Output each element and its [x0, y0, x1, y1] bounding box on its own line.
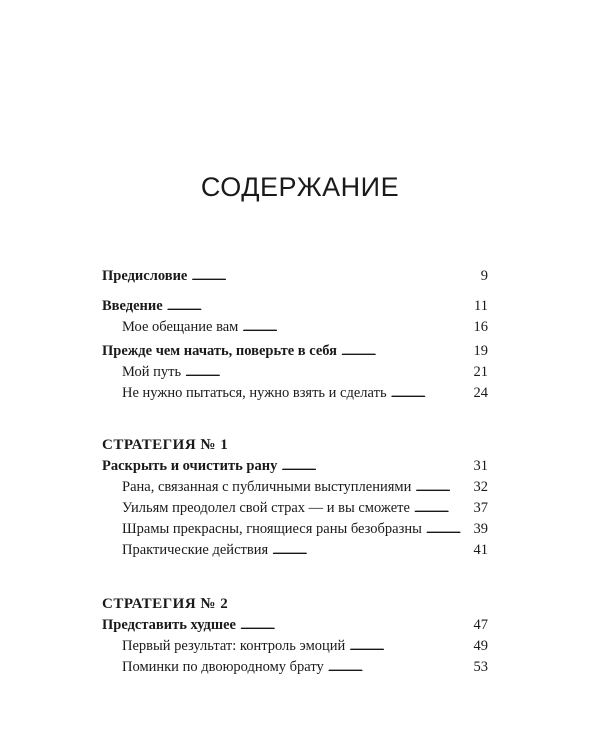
dot-leader: [341, 343, 469, 360]
toc-entry-page: 31: [473, 458, 488, 474]
toc-entry: [102, 298, 488, 319]
toc-group-introduction: [102, 298, 488, 340]
dot-leader: [240, 617, 470, 634]
toc-entry-label: Введение: [102, 298, 163, 314]
toc-entry-label: Раскрыть и очистить рану: [102, 458, 278, 474]
toc-entry: [102, 617, 488, 638]
toc-subentry: [102, 319, 488, 340]
toc-entry: [102, 343, 488, 364]
dot-leader: [349, 638, 469, 655]
toc-entry: [102, 458, 488, 479]
toc-entry-page: 37: [473, 500, 488, 516]
toc-subentry: [102, 500, 488, 521]
dot-leader: [242, 319, 469, 336]
toc-entry-page: 11: [474, 298, 488, 314]
toc-entry-page: 47: [473, 617, 488, 633]
toc-subentry: [102, 521, 488, 542]
toc-group-strategy-2: [102, 617, 488, 680]
dot-leader: [391, 385, 470, 402]
strategy-1-heading: СТРАТЕГИЯ № 1: [102, 437, 229, 453]
toc-entry-label: Уильям преодолел свой страх — и вы сможете: [122, 500, 410, 516]
toc-subentry: [102, 385, 488, 406]
toc-entry-label: Рана, связанная с публичными выступлениями: [122, 479, 412, 495]
toc-entry-label: Шрамы прекрасны, гноящиеся раны безобразны: [122, 521, 422, 537]
toc-entry-page: 9: [480, 268, 488, 284]
toc-entry-page: 24: [473, 385, 488, 401]
toc-entry-page: 16: [473, 319, 488, 335]
toc-group-believe: [102, 343, 488, 406]
toc-subentry: [102, 479, 488, 500]
toc-entry-page: 41: [473, 542, 488, 558]
toc-group-strategy-1: [102, 458, 488, 563]
dot-leader: [272, 542, 469, 559]
toc-subentry: [102, 638, 488, 659]
toc-subentry: [102, 659, 488, 680]
dot-leader: [185, 364, 469, 381]
toc-entry-page: 53: [473, 659, 488, 675]
dot-leader: [328, 659, 470, 676]
toc-entry-page: 32: [473, 479, 488, 495]
toc-entry-label: Не нужно пытаться, нужно взять и сделать: [122, 385, 387, 401]
toc-entry-label: Мой путь: [122, 364, 182, 380]
strategy-2-heading: СТРАТЕГИЯ № 2: [102, 596, 229, 612]
dot-leader: [191, 268, 476, 285]
toc-entry-page: 39: [473, 521, 488, 537]
toc-entry-label: Первый результат: контроль эмоций: [122, 638, 346, 654]
toc-entry-page: 19: [473, 343, 488, 359]
toc-entry-label: Представить худшее: [102, 617, 236, 633]
page-title: СОДЕРЖАНИЕ: [200, 172, 400, 202]
toc-entry-label: Мое обещание вам: [122, 319, 239, 335]
toc-entry-label: Практические действия: [122, 542, 269, 558]
dot-leader: [281, 458, 469, 475]
toc-entry-label: Поминки по двоюродному брату: [122, 659, 324, 675]
toc-subentry: [102, 542, 488, 563]
toc-entry-page: 49: [473, 638, 488, 654]
dot-leader: [415, 479, 469, 496]
toc-entry: [102, 268, 488, 289]
toc-group-preface: [102, 268, 488, 289]
toc-subentry: [102, 364, 488, 385]
toc-entry-page: 21: [473, 364, 488, 380]
toc-entry-label: Предисловие: [102, 268, 188, 284]
dot-leader: [426, 521, 470, 538]
toc-entry-label: Прежде чем начать, поверьте в себя: [102, 343, 338, 359]
dot-leader: [167, 298, 470, 315]
dot-leader: [414, 500, 470, 517]
